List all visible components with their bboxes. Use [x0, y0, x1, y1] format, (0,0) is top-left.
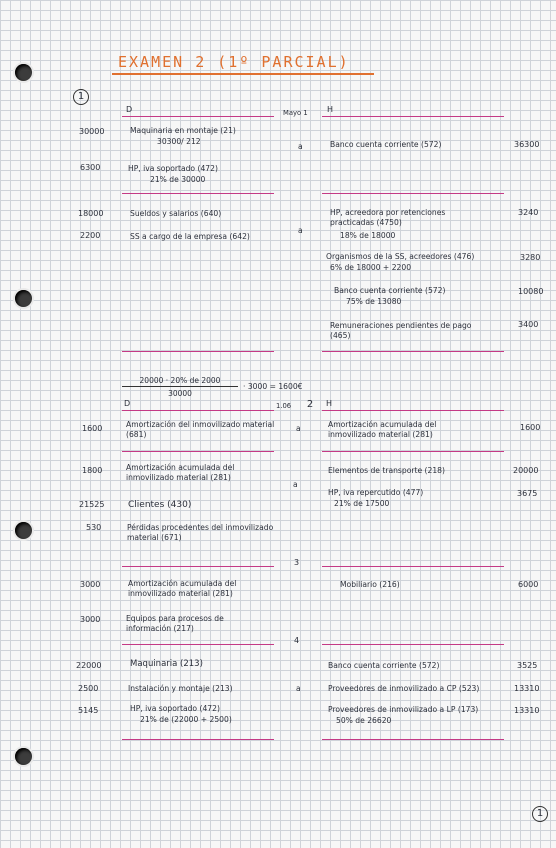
credit-note: 6% de 18000 + 2200: [330, 263, 412, 272]
entry-number: 3: [294, 558, 300, 567]
debit-account: Maquinaria en montaje (21): [130, 126, 236, 135]
credit-amount: 3400: [518, 320, 539, 329]
debit-amount: 530: [86, 523, 102, 532]
separator-line: [322, 566, 504, 567]
page-title: EXAMEN 2 (1º PARCIAL): [118, 53, 350, 71]
separator-line: [122, 410, 274, 411]
debit-account: SS a cargo de la empresa (642): [130, 232, 250, 241]
credit-account: Remuneraciones pendientes de pago (465): [330, 321, 472, 340]
debit-account: HP, iva soportado (472): [128, 164, 218, 173]
calc-numerator: 20000 · 20% de 2000: [122, 376, 238, 387]
separator-line: [322, 410, 504, 411]
credit-account: Organismos de la SS, acreedores (476): [326, 252, 475, 261]
debit-amount: 6300: [80, 163, 101, 172]
credit-account: Banco cuenta corriente (572): [334, 286, 446, 295]
debit-note: 21% de (22000 + 2500): [140, 715, 232, 724]
debit-amount: 30000: [79, 127, 105, 136]
binder-hole-4: [15, 748, 32, 765]
debit-amount: 3000: [80, 615, 101, 624]
binder-hole-2: [15, 290, 32, 307]
credit-header: H: [326, 399, 333, 408]
debit-amount: 18000: [78, 209, 104, 218]
credit-amount: 6000: [518, 580, 539, 589]
credit-note: 75% de 13080: [346, 297, 402, 306]
credit-account: Elementos de transporte (218): [328, 466, 445, 475]
debit-header: D: [126, 105, 133, 114]
debit-account: Equipos para procesos de información (217): [126, 614, 224, 633]
binder-hole-1: [15, 64, 32, 81]
connector: a: [298, 226, 303, 235]
debit-account: Maquinaria (213): [130, 659, 203, 669]
credit-amount: 13310: [514, 706, 540, 715]
debit-amount: 1600: [82, 424, 103, 433]
separator-line: [322, 193, 504, 194]
connector: a: [296, 684, 301, 693]
credit-account: Proveedores de inmovilizado a CP (523): [328, 684, 480, 693]
separator-line: [122, 116, 274, 117]
separator-line: [122, 351, 274, 352]
separator-line: [122, 566, 274, 567]
debit-account: Pérdidas procedentes del inmovilizado material (671): [127, 523, 274, 542]
entry-number-badge: 1: [73, 89, 89, 105]
connector: a: [296, 424, 301, 433]
debit-note: 21% de 30000: [150, 175, 206, 184]
separator-line: [322, 644, 504, 645]
credit-note: 18% de 18000: [340, 231, 396, 240]
entry-number-badge: 2: [306, 399, 314, 410]
credit-amount: 3675: [517, 489, 538, 498]
credit-account: Mobiliario (216): [340, 580, 400, 589]
binder-hole-3: [15, 522, 32, 539]
debit-account: Amortización acumulada del inmovilizado material (281): [128, 579, 237, 598]
debit-account: Amortización acumulada del inmovilizado material (281): [126, 463, 235, 482]
credit-account: HP, iva repercutido (477): [328, 488, 424, 497]
credit-account: Banco cuenta corriente (572): [330, 140, 442, 149]
separator-line: [122, 451, 274, 452]
credit-account: Banco cuenta corriente (572): [328, 661, 440, 670]
separator-line: [322, 739, 504, 740]
credit-amount: 3525: [517, 661, 538, 670]
credit-amount: 36300: [514, 140, 540, 149]
credit-amount: 1600: [520, 423, 541, 432]
entry-date: 1.06: [276, 402, 292, 410]
separator-line: [122, 739, 274, 740]
debit-header: D: [124, 399, 131, 408]
entry-number: 4: [294, 636, 300, 645]
connector: a: [293, 480, 298, 489]
debit-amount: 1800: [82, 466, 103, 475]
debit-account: Amortización del inmovilizado material (681): [126, 420, 275, 439]
credit-amount: 3240: [518, 208, 539, 217]
credit-amount: 13310: [514, 684, 540, 693]
debit-amount: 2200: [80, 231, 101, 240]
debit-amount: 3000: [80, 580, 101, 589]
credit-amount: 10080: [518, 287, 544, 296]
debit-amount: 22000: [76, 661, 102, 670]
credit-note: 21% de 17500: [334, 499, 390, 508]
entry-date: Mayo 1: [283, 109, 308, 117]
credit-header: H: [327, 105, 334, 114]
calc-result: · 3000 = 1600€: [243, 382, 303, 391]
credit-account: Amortización acumulada del inmovilizado material (281): [328, 420, 437, 439]
credit-amount: 20000: [513, 466, 539, 475]
debit-account: Clientes (430): [128, 500, 192, 510]
credit-note: 50% de 26620: [336, 716, 392, 725]
separator-line: [322, 351, 504, 352]
separator-line: [122, 193, 274, 194]
credit-amount: 3280: [520, 253, 541, 262]
debit-account: HP, iva soportado (472): [130, 704, 220, 713]
title-underline: [112, 73, 374, 75]
debit-amount: 21525: [79, 500, 105, 509]
separator-line: [322, 451, 504, 452]
credit-account: Proveedores de inmovilizado a LP (173): [328, 705, 479, 714]
credit-account: HP, acreedora por retenciones practicadas (4750): [330, 208, 446, 227]
debit-amount: 2500: [78, 684, 99, 693]
separator-line: [122, 644, 274, 645]
debit-account: Sueldos y salarios (640): [130, 209, 222, 218]
debit-account: Instalación y montaje (213): [128, 684, 233, 693]
separator-line: [322, 116, 504, 117]
debit-note: 30300/ 212: [157, 137, 201, 146]
connector: a: [298, 142, 303, 151]
page-number-badge: 1: [532, 806, 548, 822]
calc-denominator: 30000: [168, 389, 192, 398]
debit-amount: 5145: [78, 706, 99, 715]
